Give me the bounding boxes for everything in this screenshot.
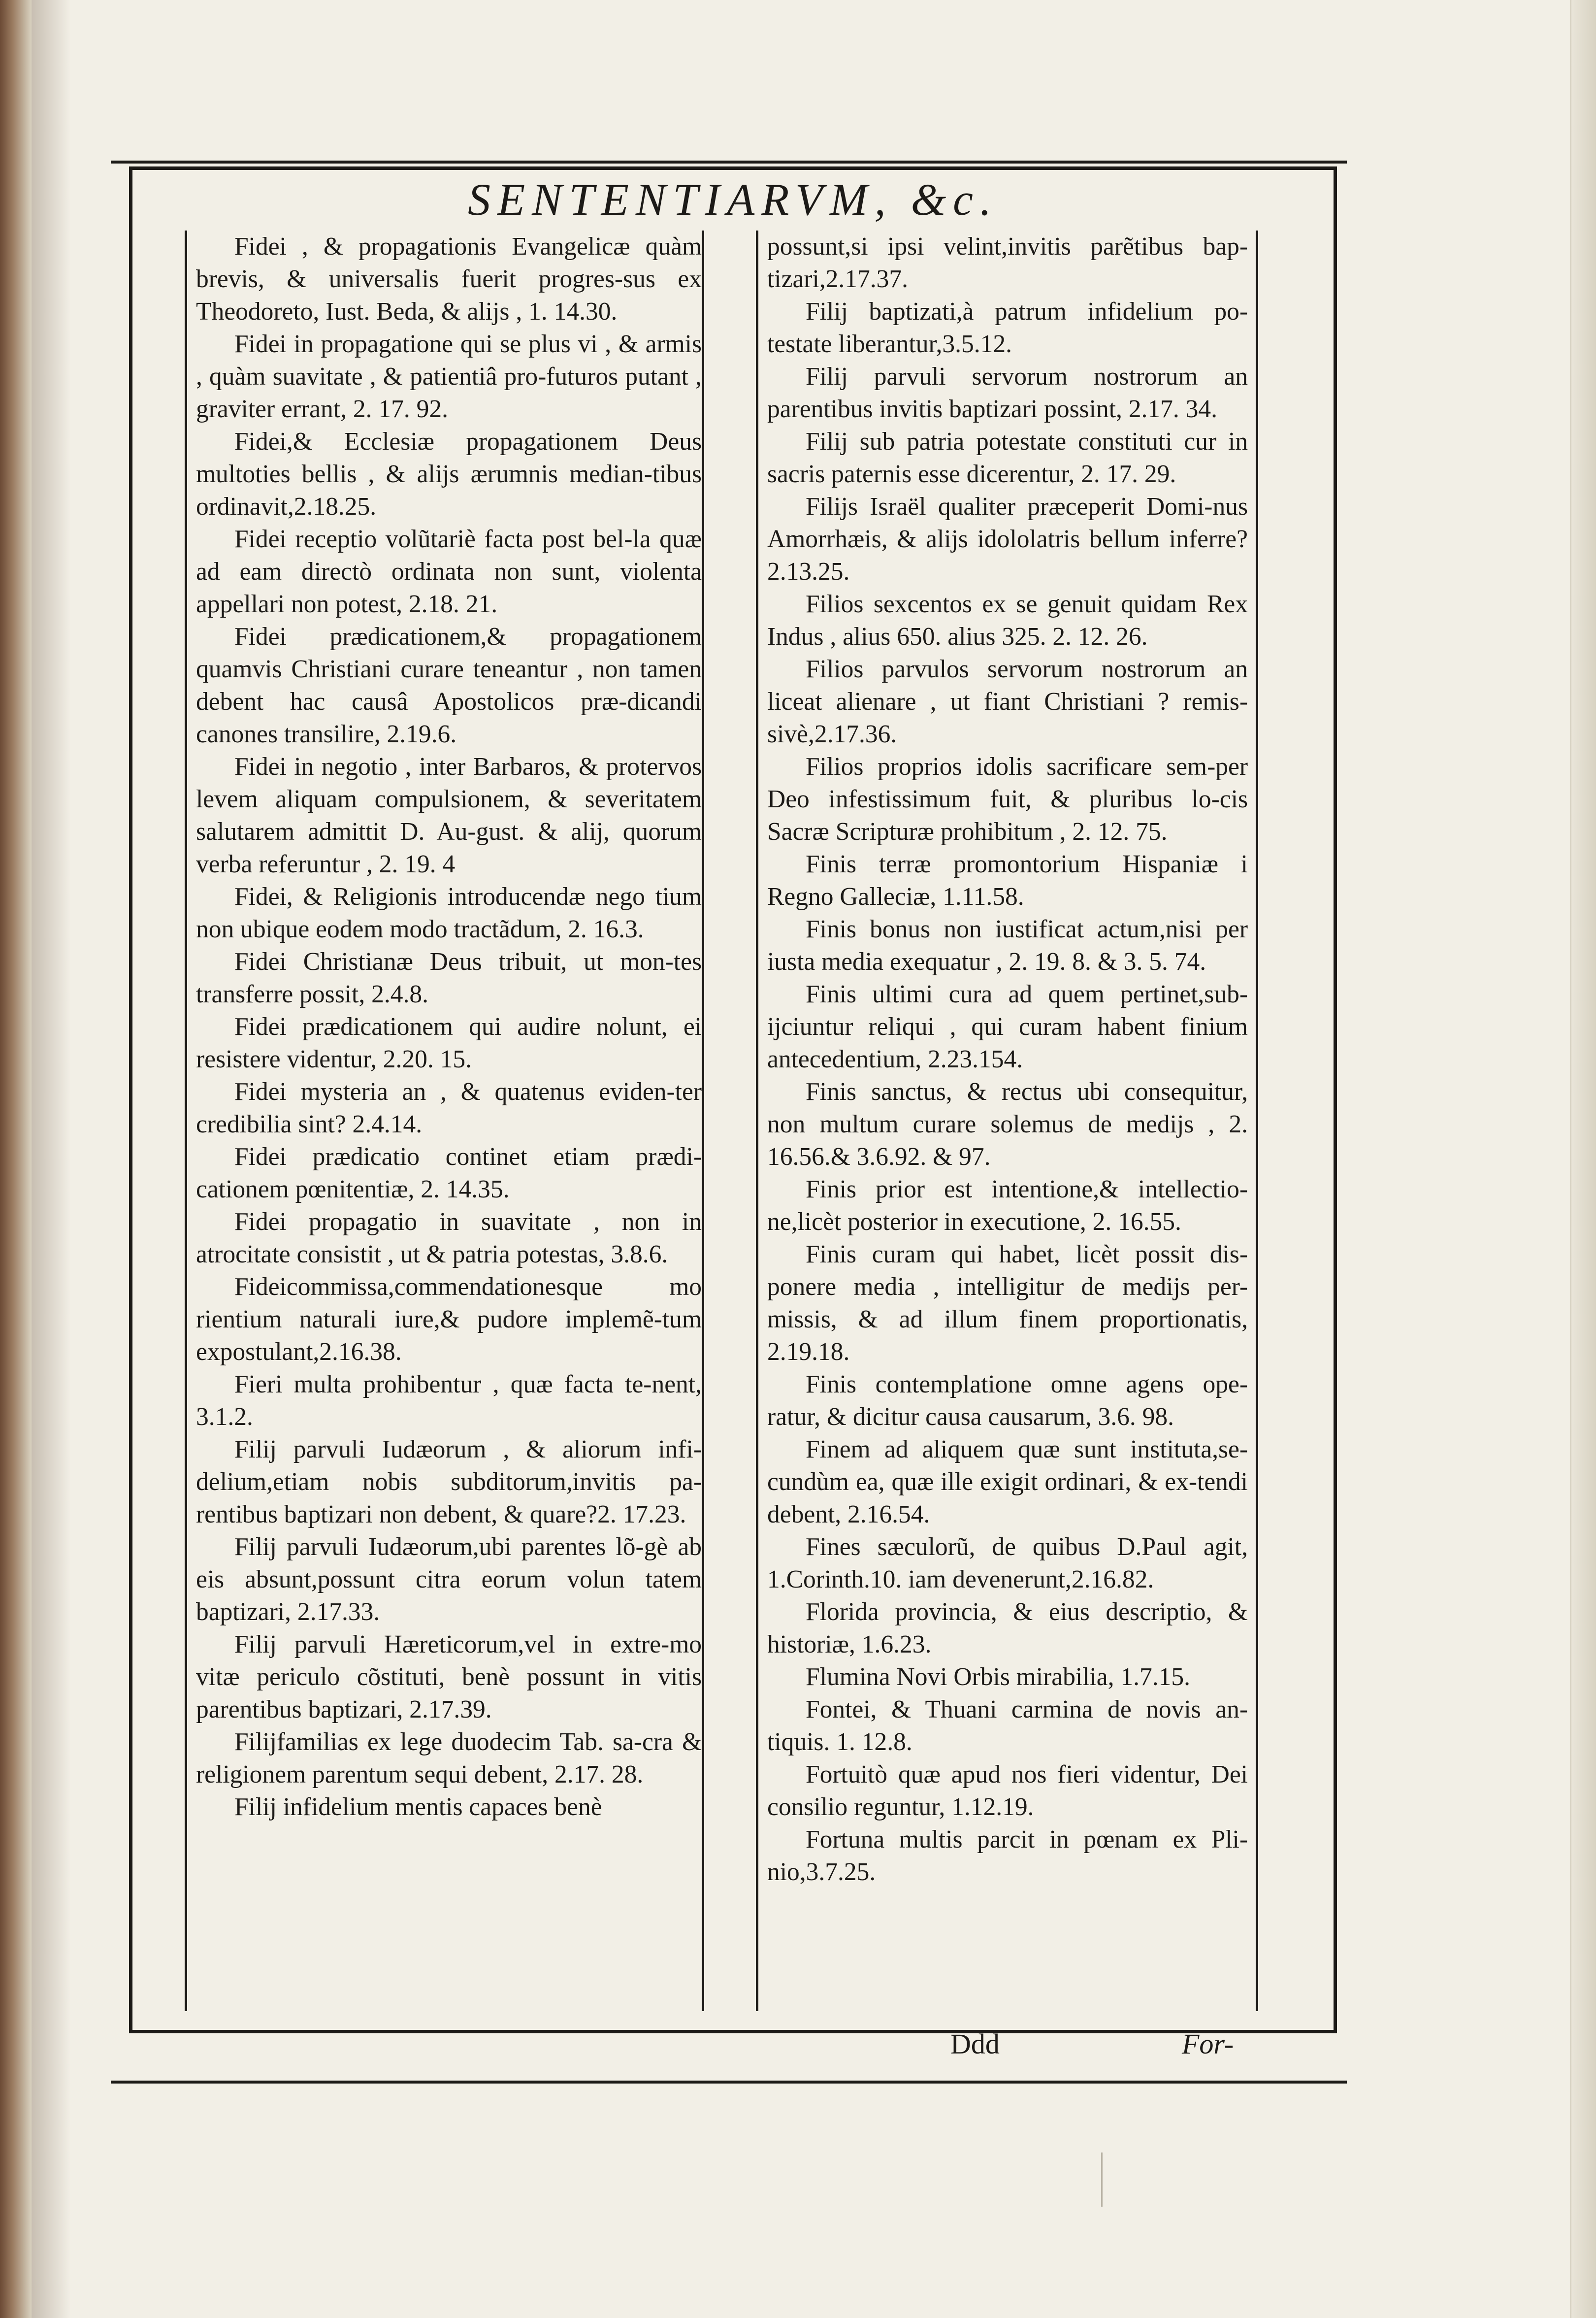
index-entry: Fideicommissa,commendationesque mo rientium naturali iure,& pudore implemẽ-tum expostulant,2.16.38. [196,1273,702,1366]
book-binding [0,0,32,2318]
index-entry: Florida provincia, & eius descriptio, & historiæ, 1.6.23. [767,1598,1248,1658]
index-entry: Finis curam qui habet, licèt possit dis-ponere media , intelligitur de medijs per-missis, & ad illum finem proportionatis, 2.19.18. [767,1240,1248,1366]
index-entry: Filios parvulos servorum nostrorum an liceat alienare , ut fiant Christiani ? remis-sivè,2.17.36. [767,655,1248,748]
index-entry: Fidei mysteria an , & quatenus eviden-ter credibilia sint? 2.4.14. [196,1078,702,1138]
index-entry: Fidei receptio volũtariè facta post bel-la quæ ad eam directò ordinata non sunt, violenta appellari non potest, 2.18. 21. [196,525,702,618]
index-entry: Fidei prædicatio continet etiam prædi-cationem pœnitentiæ, 2. 14.35. [196,1143,702,1203]
index-entry: Fidei , & propagationis Evangelicæ quàm brevis, & universalis fuerit progres-sus ex Theodoreto, Iust. Beda, & alijs , 1. 14.30. [196,232,702,326]
index-entry: Filij infidelium mentis capaces benè [234,1793,602,1821]
index-entry: Fidei, & Religionis introducendæ nego tium non ubique eodem modo tractãdum, 2. 16.3. [196,883,702,943]
index-entry: Fieri multa prohibentur , quæ facta te-nent, 3.1.2. [196,1370,702,1431]
index-entry: Fines sæculorũ, de quibus D.Paul agit, 1.Corinth.10. iam devenerunt,2.16.82. [767,1533,1248,1593]
index-entry: Filios sexcentos ex se genuit quidam Rex Indus , alius 650. alius 325. 2. 12. 26. [767,590,1248,651]
index-entry: Fidei propagatio in suavitate , non in atrocitate consistit , ut & patria potestas, 3.8.6. [196,1208,702,1268]
frame-rule-top [111,161,1347,164]
index-entry: Fidei Christianæ Deus tribuit, ut mon-tes transferre possit, 2.4.8. [196,948,702,1008]
index-entry: Finis prior est intentione,& intellectio-ne,licèt posterior in executione, 2. 16.55. [767,1175,1248,1236]
index-entry: Finis bonus non iustificat actum,nisi per iusta media exequatur , 2. 19. 8. & 3. 5. 74. [767,915,1248,976]
index-entry: Finis ultimi cura ad quem pertinet,sub-ijciuntur reliqui , qui curam habent finium antecedentium, 2.23.154. [767,980,1248,1073]
index-entry: Filij parvuli Hæreticorum,vel in extre-mo vitæ periculo cõstituti, benè possunt in vitis parentibus baptizari, 2.17.39. [196,1630,702,1723]
index-entry: Fortuitò quæ apud nos fieri videntur, Dei consilio reguntur, 1.12.19. [767,1760,1248,1821]
catchword: For- [1182,2028,1234,2060]
index-entry: Fontei, & Thuani carmina de novis an-tiquis. 1. 12.8. [767,1695,1248,1756]
index-entry: Fortuna multis parcit in pœnam ex Pli-nio,3.7.25. [767,1825,1248,1886]
index-entry: Fidei prædicationem qui audire nolunt, ei resistere videntur, 2.20. 15. [196,1013,702,1073]
index-entry: Fidei prædicationem,& propagationem quamvis Christiani curare teneantur , non tamen debent hac causâ Apostolicos præ-dicandi canones transilire, 2.19.6. [196,623,702,748]
index-entry: Fidei in negotio , inter Barbaros, & protervos levem aliquam compulsionem, & severitatem salutarem admittit D. Au-gust. & alij, quorum verba referuntur , 2. 19. 4 [196,753,702,878]
index-column-left [185,231,702,2011]
index-entry: Finis terræ promontorium Hispaniæ i Regno Galleciæ, 1.11.58. [767,850,1248,911]
index-entry: Finis contemplatione omne agens ope-ratur, & dicitur causa causarum, 3.6. 98. [767,1370,1248,1431]
index-entry: Fidei in propagatione qui se plus vi , & armis , quàm suavitate , & patientiâ pro-futuros putant , graviter errant, 2. 17. 92. [196,330,702,423]
pencil-mark [1101,2152,1103,2207]
index-entry: Flumina Novi Orbis mirabilia, 1.7.15. [806,1663,1191,1691]
index-entry: Filij parvuli Iudæorum , & aliorum infi-delium,etiam nobis subditorum,invitis pa-rentibus baptizari non debent, & quare?2. 17.23. [196,1435,702,1528]
index-column-right [756,231,1258,2011]
signature-mark: Ddd [950,2028,1000,2060]
index-entry: possunt,si ipsi velint,invitis parẽtibus bap-tizari,2.17.37. [767,232,1248,293]
index-entry: Fidei,& Ecclesiæ propagationem Deus multoties bellis , & alijs ærumnis median-tibus ordinavit,2.18.25. [196,428,702,521]
index-entry: Filijs Israël qualiter præceperit Domi-nus Amorrhæis, & alijs idololatris bellum inferre? 2.13.25. [767,493,1248,586]
running-head: SENTENTIARVM, &c. [467,174,999,225]
index-entry: Filios proprios idolis sacrificare sem-per Deo infestissimum fuit, & pluribus lo-cis Sacræ Scripturæ prohibitum , 2. 12. 75. [767,753,1248,846]
index-entry: Filijfamilias ex lege duodecim Tab. sa-cra & religionem parentum sequi debent, 2.17. 28. [196,1728,702,1788]
index-entry: Filij sub patria potestate constituti cur in sacris paternis esse dicerentur, 2. 17. 29. [767,428,1248,488]
index-entry: Finis sanctus, & rectus ubi consequitur, non multum curare solemus de medijs , 2. 16.56.& 3.6.92. & 97. [767,1078,1248,1171]
page-gutter-shadow [32,0,71,2318]
frame-rule-bottom [111,2081,1347,2084]
index-entry: Filij parvuli Iudæorum,ubi parentes lõ-gè ab eis absunt,possunt citra eorum volun tatem baptizari, 2.17.33. [196,1533,702,1626]
page-edge [1570,0,1596,2318]
column-divider [702,231,704,2011]
index-entry: Finem ad aliquem quæ sunt instituta,se-cundùm ea, quæ ille exigit ordinari, & ex-tendi debent, 2.16.54. [767,1435,1248,1528]
index-entry: Filij baptizati,à patrum infidelium po-testate liberantur,3.5.12. [767,298,1248,358]
index-entry: Filij parvuli servorum nostrorum an parentibus invitis baptizari possint, 2.17. 34. [767,363,1248,423]
